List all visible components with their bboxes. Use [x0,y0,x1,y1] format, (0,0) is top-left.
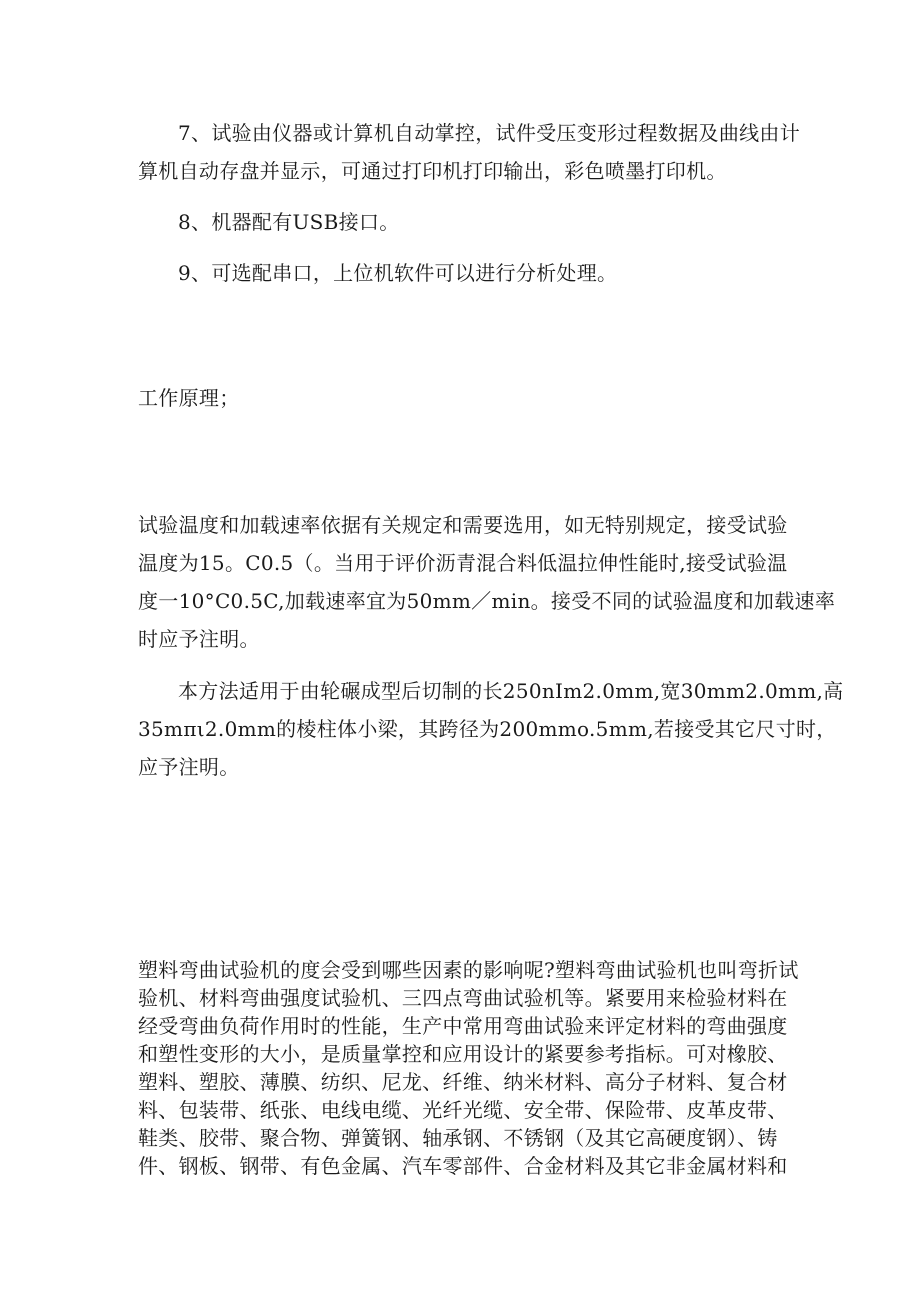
section-heading: 工作原理； [138,386,240,410]
para3-line-2: 验机、材料弯曲强度试验机、三四点弯曲试验机等。紧要用来检验材料在 [138,986,788,1010]
para1-line-4: 时应予注明。 [138,627,260,651]
item-7-line-2: 算机自动存盘并显示，可通过打印机打印输出，彩色喷墨打印机。 [138,159,727,183]
para3-line-7: 鞋类、胶带、聚合物、弹簧钢、轴承钢、不锈钢（及其它高硬度钢）、铸 [138,1126,778,1150]
para3-line-4: 和塑性变形的大小，是质量掌控和应用设计的紧要参考指标。可对橡胶、 [138,1042,788,1066]
para3-line-1: 塑料弯曲试验机的度会受到哪些因素的影响呢?塑料弯曲试验机也叫弯折试 [138,958,799,982]
para1-line-1: 试验温度和加载速率依据有关规定和需要选用，如无特别规定，接受试验 [138,513,788,537]
para2-line-1: 本方法适用于由轮碾成型后切制的长250nIm2.0mm,宽30mm2.0mm,高 [178,679,844,703]
item-9: 9、可选配串口，上位机软件可以进行分析处理。 [178,261,618,285]
para1-line-3: 度一10°C0.5C,加载速率宜为50mm／min。接受不同的试验温度和加载速率 [138,589,836,613]
para1-line-2: 温度为15。C0.5（。当用于评价沥青混合料低温拉伸性能时,接受试验温 [138,551,788,575]
para2-line-2: 35mπι2.0mm的棱柱体小梁，其跨径为200mmo.5mm,若接受其它尺寸时， [138,717,837,741]
item-7-line-1: 7、试验由仪器或计算机自动掌控，试件受压变形过程数据及曲线由计 [178,121,801,145]
para3-line-6: 料、包装带、纸张、电线电缆、光纤光缆、安全带、保险带、皮革皮带、 [138,1098,788,1122]
para3-line-8: 件、钢板、钢带、有色金属、汽车零部件、合金材料及其它非金属材料和 [138,1154,788,1178]
item-8: 8、机器配有USB接口。 [178,210,400,234]
para2-line-3: 应予注明。 [138,755,240,779]
para3-line-3: 经受弯曲负荷作用时的性能，生产中常用弯曲试验来评定材料的弯曲强度 [138,1014,788,1038]
para3-line-5: 塑料、塑胶、薄膜、纺织、尼龙、纤维、纳米材料、高分子材料、复合材 [138,1070,788,1094]
